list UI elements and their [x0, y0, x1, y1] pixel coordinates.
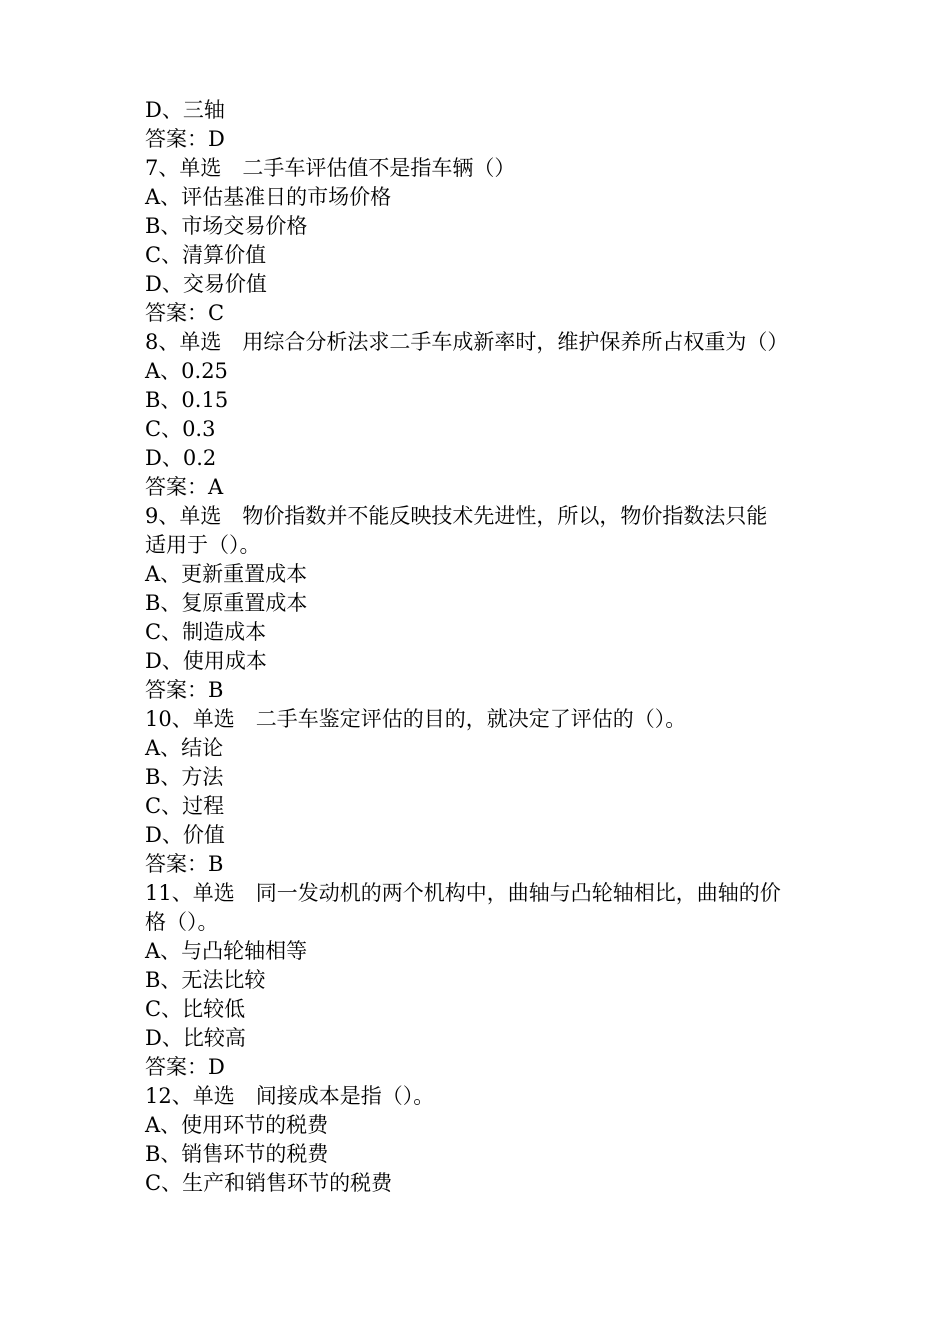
- answer-line: 答案：B: [145, 678, 224, 702]
- option-line: B、销售环节的税费: [145, 1142, 329, 1166]
- question-line-continuation: 格（）。: [145, 910, 219, 934]
- option-line: A、0.25: [145, 359, 228, 383]
- option-line: B、市场交易价格: [145, 214, 308, 238]
- option-line: C、比较低: [145, 997, 246, 1021]
- option-line: B、0.15: [145, 388, 229, 412]
- question-line: 9、单选 物价指数并不能反映技术先进性，所以，物价指数法只能: [145, 504, 768, 528]
- option-line: D、比较高: [145, 1026, 246, 1050]
- option-line: D、使用成本: [145, 649, 267, 673]
- question-line: 10、单选 二手车鉴定评估的目的，就决定了评估的（）。: [145, 707, 687, 731]
- option-line: A、评估基准日的市场价格: [145, 185, 392, 209]
- option-line: B、复原重置成本: [145, 591, 308, 615]
- answer-line: 答案：B: [145, 852, 224, 876]
- option-line: D、价值: [145, 823, 225, 847]
- option-line: C、过程: [145, 794, 225, 818]
- option-line: A、结论: [145, 736, 224, 760]
- answer-line: 答案：C: [145, 301, 225, 325]
- question-line: 8、单选 用综合分析法求二手车成新率时，维护保养所占权重为（）: [145, 330, 789, 354]
- option-line: A、更新重置成本: [145, 562, 308, 586]
- option-line: D、交易价值: [145, 272, 267, 296]
- option-line: B、无法比较: [145, 968, 266, 992]
- question-text-block: [145, 96, 825, 1198]
- option-line: A、与凸轮轴相等: [145, 939, 308, 963]
- question-line: 7、单选 二手车评估值不是指车辆（）: [145, 156, 516, 180]
- answer-line: 答案：D: [145, 127, 225, 151]
- option-line: A、使用环节的税费: [145, 1113, 329, 1137]
- answer-line: 答案：D: [145, 1055, 225, 1079]
- option-line: C、制造成本: [145, 620, 267, 644]
- question-line-continuation: 适用于（）。: [145, 533, 261, 557]
- option-line: D、三轴: [145, 98, 225, 122]
- option-line: C、生产和销售环节的税费: [145, 1171, 393, 1195]
- option-line: D、0.2: [145, 446, 217, 470]
- answer-line: 答案：A: [145, 475, 224, 499]
- option-line: B、方法: [145, 765, 224, 789]
- question-line: 12、单选 间接成本是指（）。: [145, 1084, 435, 1108]
- question-line: 11、单选 同一发动机的两个机构中，曲轴与凸轮轴相比，曲轴的价: [145, 881, 781, 905]
- option-line: C、0.3: [145, 417, 216, 441]
- option-line: C、清算价值: [145, 243, 267, 267]
